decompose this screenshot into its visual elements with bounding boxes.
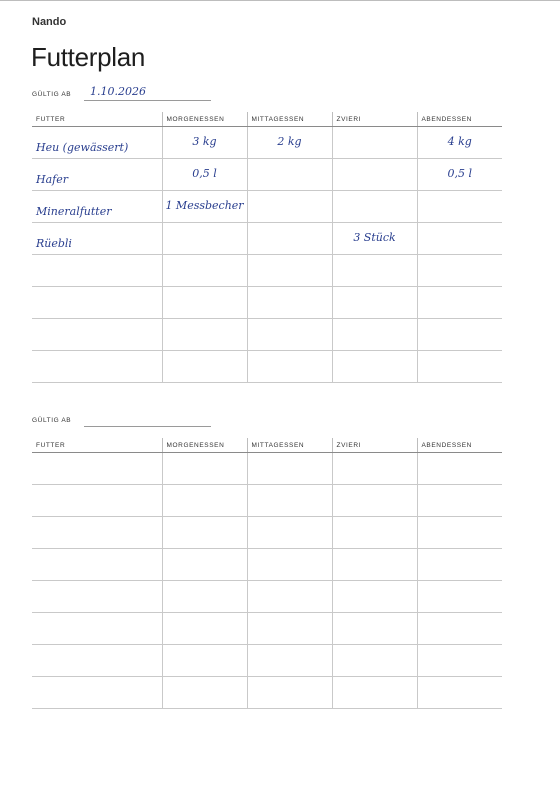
zvieri-cell[interactable]: [332, 287, 417, 319]
handwritten-entry: 0,5 l: [447, 166, 472, 180]
zvieri-cell[interactable]: [332, 127, 417, 159]
morning-cell[interactable]: [162, 127, 247, 159]
handwritten-entry: [32, 301, 36, 314]
zvieri-cell[interactable]: [332, 549, 417, 581]
morning-cell[interactable]: [162, 581, 247, 613]
table-row: [32, 127, 502, 159]
valid-from-label: GÜLTIG AB: [32, 417, 72, 424]
evening-cell[interactable]: [417, 677, 502, 709]
column-header-zvieri: ZVIERI: [332, 438, 417, 453]
column-header-morning: MORGENESSEN: [162, 112, 247, 127]
column-header-noon: MITTAGESSEN: [247, 438, 332, 453]
horse-name: Nando: [32, 16, 67, 28]
column-header-noon: MITTAGESSEN: [247, 112, 332, 127]
zvieri-cell[interactable]: [332, 453, 417, 485]
page-title: Futterplan: [31, 42, 146, 72]
zvieri-cell[interactable]: [332, 319, 417, 351]
noon-cell[interactable]: [247, 485, 332, 517]
table-header-row: [32, 112, 502, 127]
valid-from-line: [84, 426, 211, 427]
noon-cell[interactable]: [247, 255, 332, 287]
table-row: [32, 351, 502, 383]
zvieri-cell[interactable]: [332, 645, 417, 677]
noon-cell[interactable]: [247, 223, 332, 255]
handwritten-entry: 2 kg: [277, 134, 302, 148]
food-cell[interactable]: [32, 517, 162, 549]
evening-cell[interactable]: [417, 645, 502, 677]
handwritten-entry: [32, 531, 36, 544]
noon-cell[interactable]: [247, 287, 332, 319]
column-header-morning: MORGENESSEN: [162, 438, 247, 453]
morning-cell[interactable]: [162, 453, 247, 485]
food-cell[interactable]: [32, 549, 162, 581]
column-header-food: FUTTER: [32, 112, 162, 127]
morning-cell[interactable]: [162, 485, 247, 517]
noon-cell[interactable]: [247, 351, 332, 383]
morning-cell[interactable]: [162, 517, 247, 549]
evening-cell[interactable]: [417, 159, 502, 191]
handwritten-entry: [32, 595, 36, 608]
food-cell[interactable]: [32, 223, 162, 255]
table-row: [32, 613, 502, 645]
evening-cell[interactable]: [417, 319, 502, 351]
evening-cell[interactable]: [417, 127, 502, 159]
food-cell[interactable]: [32, 645, 162, 677]
handwritten-entry: 0,5 l: [192, 166, 217, 180]
evening-cell[interactable]: [417, 613, 502, 645]
valid-from-line: [84, 100, 211, 101]
handwritten-entry: Rüebli: [36, 236, 72, 250]
noon-cell[interactable]: [247, 453, 332, 485]
handwritten-entry: Heu (gewässert): [36, 140, 129, 154]
noon-cell[interactable]: [247, 645, 332, 677]
zvieri-cell[interactable]: [332, 351, 417, 383]
noon-cell[interactable]: [247, 159, 332, 191]
food-cell[interactable]: [32, 287, 162, 319]
column-header-evening: ABENDESSEN: [417, 438, 502, 453]
morning-cell[interactable]: [162, 351, 247, 383]
morning-cell[interactable]: [162, 613, 247, 645]
food-cell[interactable]: [32, 351, 162, 383]
food-cell[interactable]: [32, 453, 162, 485]
zvieri-cell[interactable]: [332, 485, 417, 517]
handwritten-entry: Mineralfutter: [36, 204, 112, 218]
table-row: [32, 581, 502, 613]
table-row: [32, 645, 502, 677]
evening-cell[interactable]: [417, 255, 502, 287]
morning-cell[interactable]: [162, 319, 247, 351]
morning-cell[interactable]: [162, 549, 247, 581]
evening-cell[interactable]: [417, 581, 502, 613]
handwritten-entry: [32, 499, 36, 512]
table-row: [32, 453, 502, 485]
table-row: [32, 191, 502, 223]
table-row: [32, 223, 502, 255]
food-cell[interactable]: [32, 319, 162, 351]
column-header-evening: ABENDESSEN: [417, 112, 502, 127]
table-row: [32, 485, 502, 517]
table-header-row: [32, 438, 502, 453]
handwritten-entry: [32, 563, 36, 576]
handwritten-entry: 4 kg: [447, 134, 472, 148]
table-row: [32, 319, 502, 351]
evening-cell[interactable]: [417, 351, 502, 383]
morning-cell[interactable]: [162, 159, 247, 191]
zvieri-cell[interactable]: [332, 581, 417, 613]
food-cell[interactable]: [32, 613, 162, 645]
food-cell[interactable]: [32, 191, 162, 223]
noon-cell[interactable]: [247, 191, 332, 223]
handwritten-entry: 3 Stück: [353, 230, 396, 244]
table-row: [32, 549, 502, 581]
handwritten-entry: [32, 365, 36, 378]
page-top-border: [0, 0, 560, 1]
noon-cell[interactable]: [247, 549, 332, 581]
evening-cell[interactable]: [417, 453, 502, 485]
food-cell[interactable]: [32, 677, 162, 709]
food-cell[interactable]: [32, 581, 162, 613]
morning-cell[interactable]: [162, 223, 247, 255]
morning-cell[interactable]: [162, 287, 247, 319]
noon-cell[interactable]: [247, 517, 332, 549]
zvieri-cell[interactable]: [332, 677, 417, 709]
table-row: [32, 255, 502, 287]
valid-from-value[interactable]: 1.10.2026: [90, 85, 146, 98]
table-row: [32, 159, 502, 191]
morning-cell[interactable]: [162, 191, 247, 223]
valid-from-label: GÜLTIG AB: [32, 91, 72, 98]
zvieri-cell[interactable]: [332, 223, 417, 255]
noon-cell[interactable]: [247, 319, 332, 351]
zvieri-cell[interactable]: [332, 191, 417, 223]
handwritten-entry: [32, 659, 36, 672]
handwritten-entry: [32, 627, 36, 640]
food-cell[interactable]: [32, 159, 162, 191]
evening-cell[interactable]: [417, 223, 502, 255]
noon-cell[interactable]: [247, 127, 332, 159]
handwritten-entry: 3 kg: [192, 134, 217, 148]
evening-cell[interactable]: [417, 191, 502, 223]
noon-cell[interactable]: [247, 613, 332, 645]
table-row: [32, 517, 502, 549]
food-cell[interactable]: [32, 127, 162, 159]
morning-cell[interactable]: [162, 677, 247, 709]
food-cell[interactable]: [32, 255, 162, 287]
column-header-zvieri: ZVIERI: [332, 112, 417, 127]
column-header-food: FUTTER: [32, 438, 162, 453]
zvieri-cell[interactable]: [332, 517, 417, 549]
morning-cell[interactable]: [162, 255, 247, 287]
handwritten-entry: [32, 691, 36, 704]
zvieri-cell[interactable]: [332, 159, 417, 191]
evening-cell[interactable]: [417, 287, 502, 319]
food-cell[interactable]: [32, 485, 162, 517]
feeding-table-1: [32, 112, 502, 383]
noon-cell[interactable]: [247, 581, 332, 613]
table-row: [32, 677, 502, 709]
noon-cell[interactable]: [247, 677, 332, 709]
morning-cell[interactable]: [162, 645, 247, 677]
handwritten-entry: [32, 269, 36, 282]
evening-cell[interactable]: [417, 549, 502, 581]
handwritten-entry: 1 Messbecher: [165, 198, 244, 212]
feeding-table-2: [32, 438, 502, 709]
evening-cell[interactable]: [417, 485, 502, 517]
handwritten-entry: [32, 333, 36, 346]
evening-cell[interactable]: [417, 517, 502, 549]
zvieri-cell[interactable]: [332, 613, 417, 645]
table-row: [32, 287, 502, 319]
handwritten-entry: [32, 467, 36, 480]
handwritten-entry: Hafer: [36, 172, 68, 186]
zvieri-cell[interactable]: [332, 255, 417, 287]
